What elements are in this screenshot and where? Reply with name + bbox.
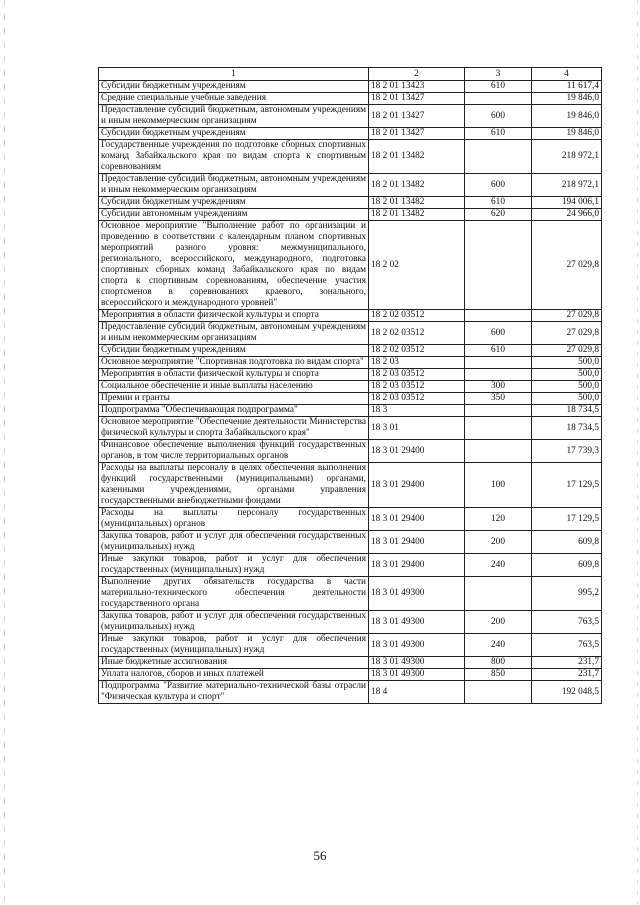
cell-code: 18 3 01 29400 bbox=[369, 554, 465, 577]
cell-expense-type: 240 bbox=[465, 554, 532, 577]
cell-name: Основное мероприятие "Спортивная подготовка по видам спорта" bbox=[99, 357, 369, 369]
cell-name: Иные закупки товаров, работ и услуг для обеспечения государственных (муниципальных) нужд bbox=[99, 554, 369, 577]
table-row bbox=[99, 322, 602, 345]
table-row bbox=[99, 440, 602, 463]
cell-name: Расходы на выплаты персоналу в целях обеспечения выполнения функций государственными (муниципальными) органами, казенными учреждениями, органами управления государственными внебюджетными фондами bbox=[99, 463, 369, 508]
table-row bbox=[99, 174, 602, 197]
cell-code: 18 3 bbox=[369, 405, 465, 417]
cell-expense-type: 800 bbox=[465, 657, 532, 669]
cell-expense-type bbox=[465, 577, 532, 611]
cell-expense-type bbox=[465, 405, 532, 417]
scan-edge-left bbox=[4, 0, 5, 905]
cell-code: 18 3 01 29400 bbox=[369, 463, 465, 508]
cell-name: Основное мероприятие "Обеспечение деятельности Министерства физической культуры и спорта Забайкальского края" bbox=[99, 417, 369, 440]
cell-name: Мероприятия в области физической культуры и спорта bbox=[99, 310, 369, 322]
cell-code: 18 3 01 49300 bbox=[369, 634, 465, 657]
cell-expense-type bbox=[465, 440, 532, 463]
cell-code: 18 2 03 03512 bbox=[369, 393, 465, 405]
cell-name: Субсидии автономным учреждениям bbox=[99, 209, 369, 221]
table-row bbox=[99, 554, 602, 577]
cell-amount: 763,5 bbox=[532, 634, 602, 657]
table-row bbox=[99, 221, 602, 310]
table-row bbox=[99, 381, 602, 393]
cell-amount: 500,0 bbox=[532, 357, 602, 369]
cell-code: 18 2 03 03512 bbox=[369, 381, 465, 393]
cell-name: Субсидии бюджетным учреждениям bbox=[99, 81, 369, 93]
cell-expense-type: 850 bbox=[465, 669, 532, 681]
cell-name: Расходы на выплаты персоналу государственных (муниципальных) органов bbox=[99, 508, 369, 531]
table-row bbox=[99, 93, 602, 105]
cell-name: Закупка товаров, работ и услуг для обеспечения государственных (муниципальных) нужд bbox=[99, 531, 369, 554]
cell-code: 18 3 01 29400 bbox=[369, 440, 465, 463]
cell-code: 18 2 01 13482 bbox=[369, 209, 465, 221]
cell-name: Средние специальные учебные заведения bbox=[99, 93, 369, 105]
cell-amount: 194 006,1 bbox=[532, 197, 602, 209]
cell-name: Подпрограмма "Обеспечивающая подпрограмма" bbox=[99, 405, 369, 417]
table-row bbox=[99, 508, 602, 531]
cell-amount: 609,8 bbox=[532, 531, 602, 554]
cell-expense-type: 610 bbox=[465, 345, 532, 357]
cell-expense-type: 600 bbox=[465, 174, 532, 197]
cell-name: Основное мероприятие "Выполнение работ по организации и проведению в соответствии с календарным планом спортивных мероприятий разного уровня: межмуниципального, регионального, всероссийского, международного, подготовка спортивных сборных команд Забайкальского края по видам спорта к спортивным соревнованиям, обеспечение участия спортсменов в соревнованиях краевого, зонального, всероссийского и международного уровней" bbox=[99, 221, 369, 310]
cell-amount: 27 029,8 bbox=[532, 221, 602, 310]
cell-code: 18 3 01 bbox=[369, 417, 465, 440]
cell-code: 18 2 02 03512 bbox=[369, 322, 465, 345]
cell-amount: 995,2 bbox=[532, 577, 602, 611]
cell-expense-type: 620 bbox=[465, 209, 532, 221]
column-header-type: 3 bbox=[465, 68, 532, 81]
page-number: 56 bbox=[313, 848, 327, 863]
cell-name: Финансовое обеспечение выполнения функций государственных органов, в том числе территориальных органов bbox=[99, 440, 369, 463]
cell-expense-type: 350 bbox=[465, 393, 532, 405]
cell-amount: 17 129,5 bbox=[532, 508, 602, 531]
table-row bbox=[99, 369, 602, 381]
table-row bbox=[99, 611, 602, 634]
table-header-row bbox=[99, 68, 602, 81]
cell-amount: 17 129,5 bbox=[532, 463, 602, 508]
cell-expense-type: 300 bbox=[465, 381, 532, 393]
cell-expense-type bbox=[465, 221, 532, 310]
table-row bbox=[99, 463, 602, 508]
cell-code: 18 2 01 13482 bbox=[369, 197, 465, 209]
table-row bbox=[99, 657, 602, 669]
table-row bbox=[99, 681, 602, 704]
cell-code: 18 3 01 29400 bbox=[369, 508, 465, 531]
table-row bbox=[99, 357, 602, 369]
cell-amount: 24 966,0 bbox=[532, 209, 602, 221]
cell-amount: 17 739,3 bbox=[532, 440, 602, 463]
cell-amount: 19 846,0 bbox=[532, 93, 602, 105]
cell-expense-type: 600 bbox=[465, 322, 532, 345]
cell-code: 18 2 03 bbox=[369, 357, 465, 369]
cell-amount: 19 846,0 bbox=[532, 105, 602, 128]
cell-expense-type bbox=[465, 93, 532, 105]
cell-code: 18 2 01 13482 bbox=[369, 140, 465, 174]
table-body bbox=[99, 81, 602, 704]
cell-code: 18 3 01 49300 bbox=[369, 577, 465, 611]
cell-name: Предоставление субсидий бюджетным, автономным учреждениям и иным некоммерческим организациям bbox=[99, 322, 369, 345]
table-row bbox=[99, 669, 602, 681]
budget-table bbox=[98, 67, 602, 704]
cell-code: 18 3 01 49300 bbox=[369, 669, 465, 681]
cell-name: Закупка товаров, работ и услуг для обеспечения государственных (муниципальных) нужд bbox=[99, 611, 369, 634]
cell-expense-type: 610 bbox=[465, 81, 532, 93]
cell-amount: 19 846,0 bbox=[532, 128, 602, 140]
table-row bbox=[99, 140, 602, 174]
cell-name: Подпрограмма "Развитие материально-технической базы отрасли "Физическая культура и спорт" bbox=[99, 681, 369, 704]
table-row bbox=[99, 405, 602, 417]
table-row bbox=[99, 310, 602, 322]
table-row bbox=[99, 81, 602, 93]
cell-name: Социальное обеспечение и иные выплаты населению bbox=[99, 381, 369, 393]
table-row bbox=[99, 634, 602, 657]
cell-name: Мероприятия в области физической культуры и спорта bbox=[99, 369, 369, 381]
table-row bbox=[99, 393, 602, 405]
cell-expense-type: 240 bbox=[465, 634, 532, 657]
cell-amount: 11 617,4 bbox=[532, 81, 602, 93]
column-header-code: 2 bbox=[369, 68, 465, 81]
cell-expense-type: 200 bbox=[465, 531, 532, 554]
table-row bbox=[99, 577, 602, 611]
scan-edge-right bbox=[637, 0, 638, 905]
cell-code: 18 4 bbox=[369, 681, 465, 704]
table-row bbox=[99, 345, 602, 357]
cell-expense-type bbox=[465, 369, 532, 381]
cell-code: 18 2 02 03512 bbox=[369, 345, 465, 357]
cell-expense-type bbox=[465, 417, 532, 440]
cell-expense-type: 610 bbox=[465, 128, 532, 140]
cell-amount: 27 029,8 bbox=[532, 345, 602, 357]
cell-amount: 500,0 bbox=[532, 369, 602, 381]
cell-code: 18 2 01 13427 bbox=[369, 93, 465, 105]
cell-name: Субсидии бюджетным учреждениям bbox=[99, 345, 369, 357]
table-row bbox=[99, 417, 602, 440]
table-row bbox=[99, 209, 602, 221]
cell-code: 18 2 01 13482 bbox=[369, 174, 465, 197]
cell-amount: 192 048,5 bbox=[532, 681, 602, 704]
cell-amount: 500,0 bbox=[532, 381, 602, 393]
cell-name: Иные закупки товаров, работ и услуг для обеспечения государственных (муниципальных) нужд bbox=[99, 634, 369, 657]
cell-amount: 231,7 bbox=[532, 657, 602, 669]
cell-name: Предоставление субсидий бюджетным, автономным учреждениям и иным некоммерческим организациям bbox=[99, 105, 369, 128]
cell-expense-type: 120 bbox=[465, 508, 532, 531]
cell-amount: 231,7 bbox=[532, 669, 602, 681]
cell-amount: 609,8 bbox=[532, 554, 602, 577]
cell-expense-type: 610 bbox=[465, 197, 532, 209]
cell-amount: 18 734,5 bbox=[532, 405, 602, 417]
cell-expense-type bbox=[465, 357, 532, 369]
cell-name: Предоставление субсидий бюджетным, автономным учреждениям и иным некоммерческим организациям bbox=[99, 174, 369, 197]
cell-name: Выполнение других обязательств государства в части материально-технического обеспечения деятельности государственного органа bbox=[99, 577, 369, 611]
cell-expense-type: 200 bbox=[465, 611, 532, 634]
cell-name: Иные бюджетные ассигнования bbox=[99, 657, 369, 669]
cell-expense-type bbox=[465, 310, 532, 322]
cell-code: 18 3 01 49300 bbox=[369, 657, 465, 669]
cell-code: 18 2 02 03512 bbox=[369, 310, 465, 322]
cell-name: Субсидии бюджетным учреждениям bbox=[99, 128, 369, 140]
table-row bbox=[99, 531, 602, 554]
cell-amount: 218 972,1 bbox=[532, 174, 602, 197]
cell-name: Государственные учреждения по подготовке сборных спортивных команд Забайкальского края по видам спорта к спортивным соревнованиям bbox=[99, 140, 369, 174]
cell-code: 18 2 01 13427 bbox=[369, 128, 465, 140]
cell-name: Субсидии бюджетным учреждениям bbox=[99, 197, 369, 209]
cell-amount: 218 972,1 bbox=[532, 140, 602, 174]
cell-code: 18 2 01 13423 bbox=[369, 81, 465, 93]
cell-name: Премии и гранты bbox=[99, 393, 369, 405]
cell-code: 18 3 01 49300 bbox=[369, 611, 465, 634]
cell-expense-type bbox=[465, 681, 532, 704]
cell-amount: 18 734,5 bbox=[532, 417, 602, 440]
cell-code: 18 3 01 29400 bbox=[369, 531, 465, 554]
table-row bbox=[99, 128, 602, 140]
cell-name: Уплата налогов, сборов и иных платежей bbox=[99, 669, 369, 681]
column-header-amount: 4 bbox=[532, 68, 602, 81]
table-row bbox=[99, 197, 602, 209]
cell-expense-type bbox=[465, 140, 532, 174]
cell-code: 18 2 03 03512 bbox=[369, 369, 465, 381]
cell-code: 18 2 02 bbox=[369, 221, 465, 310]
cell-expense-type: 600 bbox=[465, 105, 532, 128]
table-row bbox=[99, 105, 602, 128]
column-header-name: 1 bbox=[99, 68, 369, 81]
cell-code: 18 2 01 13427 bbox=[369, 105, 465, 128]
cell-amount: 27 029,8 bbox=[532, 310, 602, 322]
cell-amount: 500,0 bbox=[532, 393, 602, 405]
cell-expense-type: 100 bbox=[465, 463, 532, 508]
cell-amount: 763,5 bbox=[532, 611, 602, 634]
cell-amount: 27 029,8 bbox=[532, 322, 602, 345]
